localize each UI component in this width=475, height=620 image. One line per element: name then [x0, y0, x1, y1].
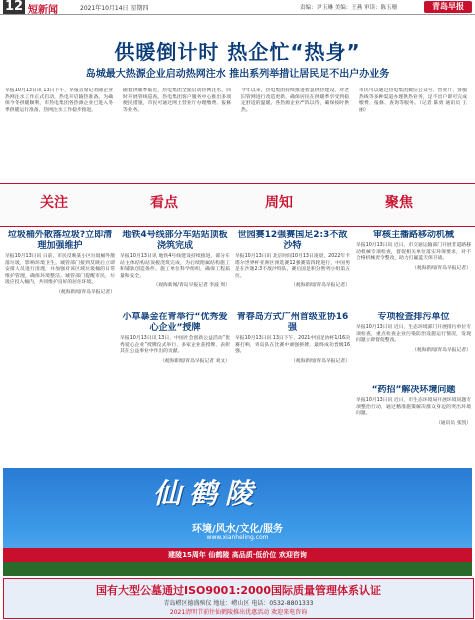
ad-address: 青岛崂区德盛殡仪 地址：崂山区 电话：0532-8801333 [163, 600, 314, 607]
ad-url: www.xianheling.com [206, 534, 269, 541]
article-pollution [356, 312, 471, 382]
article-byline: （通讯员 张凯） [435, 420, 471, 426]
article-body: 早报10月13日讯 近日，生态环境部门开展排污单位专项检查，重点检查企业污染防治设施运行情况，发现问题立即督促整改。 [356, 325, 471, 344]
article-title: 地铁4号线部分车站站顶板浇筑完成 [122, 230, 228, 251]
article-title: 青春岛方式广州首级亚协16强 [236, 312, 349, 333]
article-body: 早报10月13日讯 北京时间10月13日凌晨，2022年卡塔尔世界杯亚洲区预选赛12强赛第四轮进行，中国男足在沙迦2:3不敌沙特队，赛后国足积分暂列小组第五位。 [235, 254, 350, 279]
article-metro [120, 230, 230, 310]
editor-credits: 责编：尹玉琳 美编：王燕 审读：陈玉珊 [300, 5, 397, 11]
article-byline: （观海新闻/青岛早报记者） [290, 283, 350, 289]
ad-promo: 2021清明节前往仙鹤陵推出优惠活动 欢迎来电咨询 [169, 609, 308, 616]
page-number: 12 [4, 0, 24, 14]
article-byline: （观海新闻/青岛早报记者 李波 周） [153, 283, 230, 289]
article-body: 早报10月13日讯 近日，市交通运输部门开展非道路移动机械专项检查，督促相关单位落实环保要求，对不合格机械责令整改，助力打赢蓝天保卫战。 [356, 243, 471, 262]
article-body: 早报10月13日讯 日前，市民反映某小区垃圾桶外散落垃圾，影响环境卫生。城管部门接到反映后立即安排人员进行清理，并加强对该区域垃圾桶的日常维护管理，确保环境整洁。城管部门提醒市民，垃圾应投入桶内，共同维护良好的居住环境。 [5, 254, 115, 286]
ad-certification: 国有大型公墓通过ISO9001:2000国际质量管理体系认证 [96, 584, 381, 597]
article-byline: （观海新闻/青岛早报记者） [55, 289, 115, 295]
article-body: 早报10月13日讯 近日，市生态环境局开展环境问题专项整治行动，通过精准施策解决群众身边的突出环境问题。 [356, 398, 471, 417]
ad-tagline: 环境/风水/文化/服务 [192, 524, 283, 535]
section-title: 短新闻 [28, 5, 58, 16]
article-charity [120, 312, 230, 465]
article-football [235, 230, 350, 310]
lead-article-col: 随着供暖季临近，热电集团全面启动热网注水，同时开展管线巡查。热电集团客户服务中心推出多项便民措施，市民可通过网上营业厅办理缴费、报修等业务。 [123, 88, 231, 113]
article-machinery [356, 230, 471, 310]
tag-attention: 关注 [40, 195, 68, 211]
article-title: 审核主播路移动机械 [372, 230, 454, 240]
article-garbage [5, 230, 115, 465]
main-subhead: 岛城最大热源企业启动热网注水 推出系列举措让居民足不出户办业务 [85, 69, 390, 80]
article-body: 早报10月13日讯 地铁4号线建设持续推进，部分车站主体结构站顶板浇筑完成，为后续附属结构施工和铺轨创造条件。施工单位科学组织，确保工程质量和安全。 [120, 254, 230, 279]
article-body: 早报10月13日讯 13日下午，2021中国足协杯1/16决赛打响，青岛队在比赛中顽强拼搏，最终成功晋级16强。 [235, 336, 350, 355]
tag-focus: 聚焦 [385, 195, 413, 211]
lead-article-col: 今年以来，热电集团持续推进智慧供热建设，对老旧管网进行改造更新，确保居民在供暖季享受到稳定舒适的温暖。各热源企业严阵以待，确保按时供热。 [241, 88, 349, 113]
article-byline: （观海新闻/青岛早报记者） [411, 347, 471, 353]
ad-landscape [3, 562, 472, 576]
issue-date: 2021年10月14日 星期四 [80, 5, 149, 12]
page-header [0, 0, 475, 15]
article-title: 世园赛12强赛国足2:3不敌沙特 [237, 230, 348, 251]
article-fa-cup [235, 312, 350, 465]
ad-promo-line: 建陵15周年 仙鹤陵 高品质·低价位 欢迎咨询 [3, 548, 472, 562]
tag-notice: 周知 [265, 195, 293, 211]
lead-article-col: 早报10月13日讯 13日下午，早报首席记者随企业热网注水工作正式启动，热电开启输热准备。为确保今冬供暖顺利，市热电集团各热源企业已进入冬季供暖运行准备，热网注水工作稳步推进。 [5, 88, 113, 113]
article-title: 小草暴金在青举行“优秀爱心企业”授牌 [122, 312, 228, 333]
tag-highlights: 看点 [150, 195, 178, 211]
lead-article [5, 88, 470, 180]
cemetery-advertisement [3, 468, 472, 576]
section-tags-bar [0, 183, 475, 227]
article-title: “药招”解决环境问题 [371, 385, 456, 395]
article-body: 早报10月13日讯 13日，中国社会创新公益活动“优秀爱心企业”授牌仪式举行，多家企业获授牌，表彰其在公益事业中作出的贡献。 [120, 336, 230, 355]
ad-brand: 仙鹤陵 [153, 477, 262, 510]
article-environment [356, 385, 471, 465]
article-byline: （观海新闻/青岛早报记者 刘文） [159, 358, 230, 364]
article-title: 垃圾桶外散落垃圾?立即清理加强维护 [7, 230, 113, 251]
lead-article-col: 市民可以通过热电集团微信公众号、营业厅、客服热线等多种渠道办理供热业务，足不出户即可完成缴费、报修、查询等服务。（记者 陈勇 通讯员 王丽） [359, 88, 467, 113]
newspaper-logo: 青岛早报 [424, 1, 472, 13]
article-byline: （观海新闻/青岛早报记者） [290, 358, 350, 364]
main-headline: 供暖倒计时 热企忙“热身” [114, 40, 361, 64]
article-byline: （观海新闻/青岛早报记者） [411, 265, 471, 271]
cemetery-info-band [3, 578, 474, 619]
article-title: 专项检查排污单位 [377, 312, 450, 322]
